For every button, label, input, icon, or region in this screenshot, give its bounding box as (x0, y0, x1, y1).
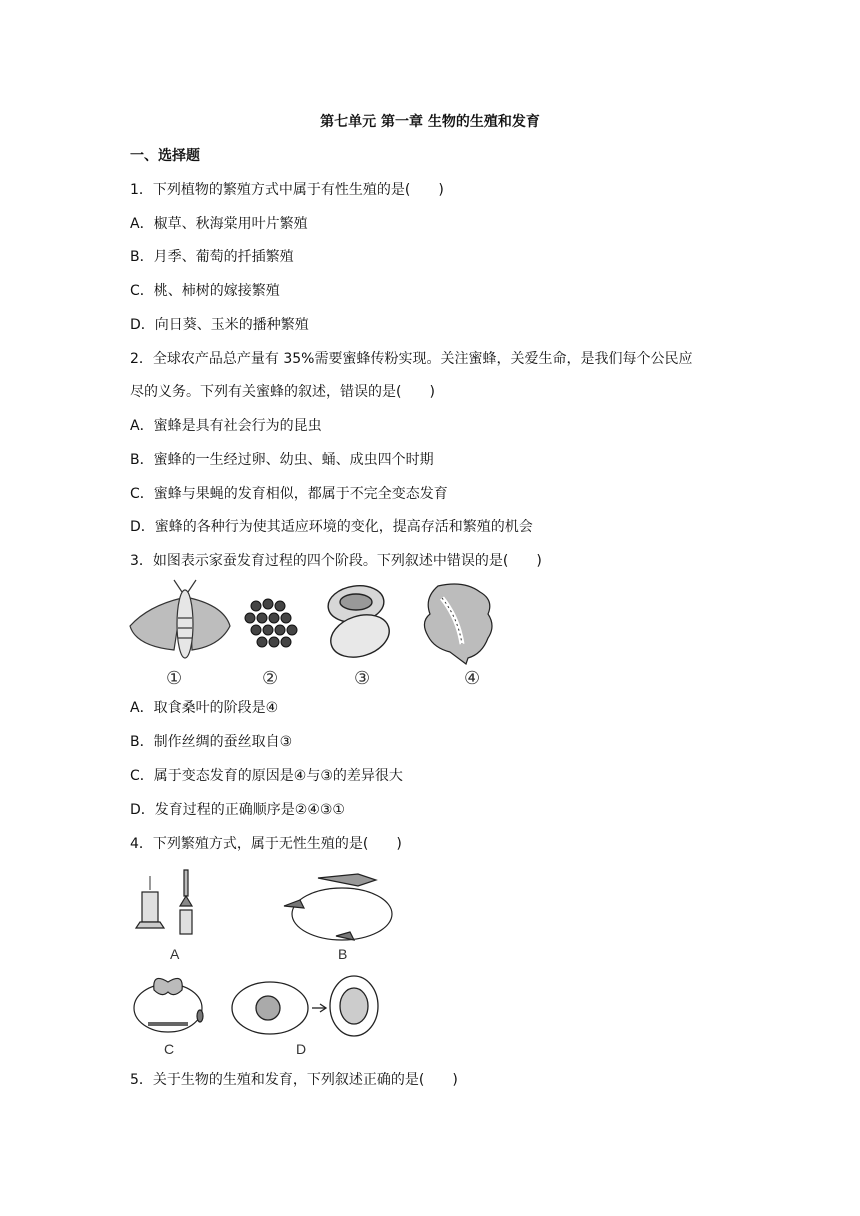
bird-egg-illustration (232, 976, 378, 1036)
moth-illustration (130, 580, 230, 658)
stage-label-4: ④ (464, 668, 481, 689)
q2-option-c: C．蜜蜂与果蝇的发育相似，都属于不完全变态发育 (130, 486, 448, 502)
fig-label-b: B (338, 946, 348, 962)
q3-option-b: B．制作丝绸的蚕丝取自③ (130, 734, 293, 750)
stage-label-1: ① (166, 668, 183, 689)
fig-label-c: C (164, 1041, 175, 1057)
butterfly-cycle-illustration (134, 978, 203, 1032)
q1-option-d: D．向日葵、玉米的播种繁殖 (130, 317, 309, 333)
q1-option-b: B．月季、葡萄的扦插繁殖 (130, 249, 294, 265)
section-heading: 一、选择题 (130, 148, 200, 164)
q1-option-a: A．椒草、秋海棠用叶片繁殖 (130, 216, 308, 232)
q3-option-a: A．取食桑叶的阶段是④ (130, 700, 279, 716)
q3-option-c: C．属于变态发育的原因是④与③的差异很大 (130, 768, 403, 784)
silkworm-stages-figure (128, 578, 498, 690)
fig-label-d: D (296, 1041, 307, 1057)
q2-stem-line2: 尽的义务。下列有关蜜蜂的叙述，错误的是( ) (130, 384, 435, 400)
reproduction-methods-figure (128, 866, 398, 1062)
cocoon-illustration (325, 582, 394, 664)
grasshopper-cycle-illustration (284, 874, 392, 940)
fig-label-a: A (170, 946, 180, 962)
q2-option-a: A．蜜蜂是具有社会行为的昆虫 (130, 418, 322, 434)
q4-stem: 4．下列繁殖方式，属于无性生殖的是( ) (130, 836, 402, 852)
larva-on-leaf-illustration (424, 584, 492, 664)
eggs-illustration (245, 599, 297, 647)
page-title: 第七单元 第一章 生物的生殖和发育 (320, 114, 540, 130)
q2-option-d: D．蜜蜂的各种行为使其适应环境的变化，提高存活和繁殖的机会 (130, 519, 533, 535)
q1-stem: 1．下列植物的繁殖方式中属于有性生殖的是( ) (130, 182, 444, 198)
stage-label-2: ② (262, 668, 279, 689)
q2-option-b: B．蜜蜂的一生经过卵、幼虫、蛹、成虫四个时期 (130, 452, 434, 468)
q3-option-d: D．发育过程的正确顺序是②④③① (130, 802, 345, 818)
stage-label-3: ③ (354, 668, 371, 689)
q1-option-c: C．桃、柿树的嫁接繁殖 (130, 283, 280, 299)
q2-stem-line1: 2．全球农产品总产量有 35%需要蜜蜂传粉实现。关注蜜蜂，关爱生命，是我们每个公民应 (130, 351, 693, 367)
q3-stem: 3．如图表示家蚕发育过程的四个阶段。下列叙述中错误的是( ) (130, 553, 542, 569)
q5-stem: 5．关于生物的生殖和发育，下列叙述正确的是( ) (130, 1072, 458, 1088)
grafting-illustration (136, 870, 192, 934)
